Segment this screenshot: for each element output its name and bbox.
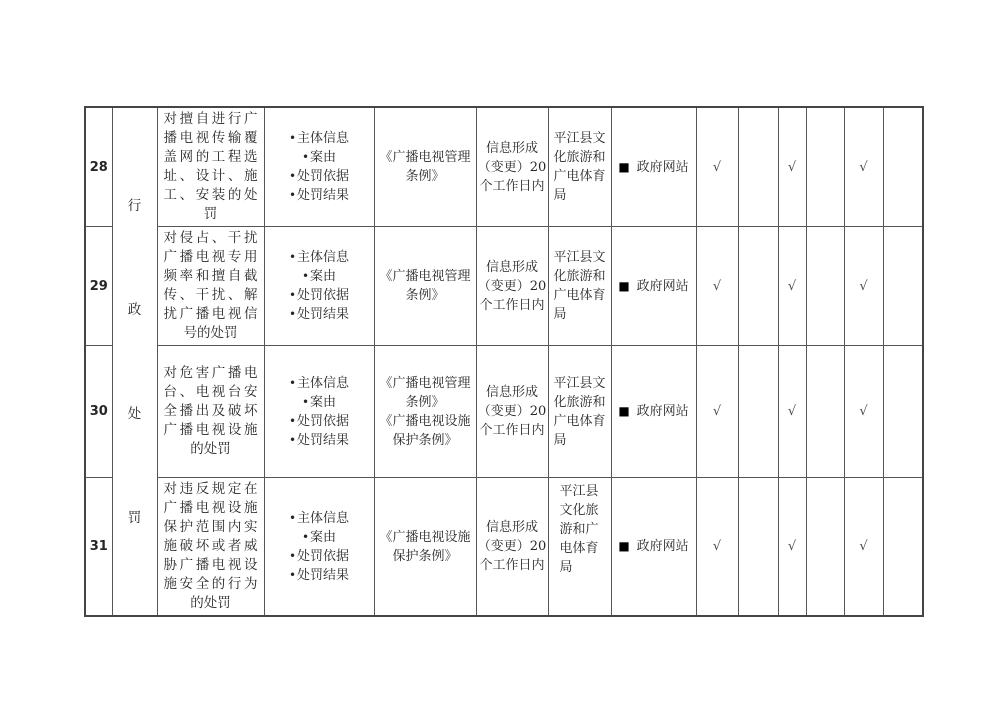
public-elements-cell [264,107,374,227]
check-cell [883,107,923,227]
bullet-icon: • [301,394,310,409]
public-elements-cell [264,478,374,617]
responsible-unit-text: 平江县文化旅游和广电体育局 [553,250,606,322]
element-item [269,528,370,547]
law-name: 《广播电视管理条例》 [379,150,471,184]
channel-cell [611,478,696,617]
row-number-cell: 31 [85,478,112,617]
table-body [85,107,923,616]
public-elements-cell [264,346,374,478]
element-item [269,431,370,450]
item-description-cell: 对擅自进行广播电视传输覆盖网的工程选址、设计、施工、安装的处罚 [157,107,264,227]
category-char: 行 [127,197,142,214]
check-cell [738,478,778,617]
bullet-icon: • [288,548,297,563]
category-char: 政 [127,301,142,318]
check-cell [738,107,778,227]
channel-label: 政府网站 [636,278,689,294]
element-item [269,305,370,324]
element-label: 处罚结果 [297,307,350,322]
law-name: 《广播电视设施保护条例》 [379,413,471,448]
legal-basis-cell [374,346,476,478]
check-cell: √ [844,346,883,478]
channel-cell [611,227,696,346]
check-cell: √ [778,227,806,346]
bullet-icon: • [288,307,297,321]
element-item [269,393,370,412]
penalty-disclosure-table [84,106,924,617]
bullet-icon: • [301,269,310,283]
element-item [269,286,370,305]
element-label: 主体信息 [297,131,350,146]
legal-basis-cell [374,227,476,346]
bullet-icon: • [301,529,310,544]
element-label: 处罚依据 [297,413,350,429]
filled-square-icon: ■ [618,404,630,418]
element-item [269,167,370,186]
responsible-unit-text: 平江县文化旅游和广电体育局 [559,484,599,575]
table [84,106,924,617]
legal-basis-cell [374,478,476,617]
element-label: 处罚结果 [297,188,350,203]
channel-cell [611,346,696,478]
filled-square-icon: ■ [618,278,630,293]
channel-label: 政府网站 [636,539,689,554]
item-description-cell: 对违反规定在广播电视设施保护范围内实施破坏或者威胁广播电视设施安全的行为的处罚 [157,478,264,617]
time-limit-cell: 信息形成（变更）20个工作日内 [476,346,548,478]
responsible-unit-cell [548,107,611,227]
responsible-unit-cell [548,346,611,478]
check-cell: √ [696,346,738,478]
element-item [269,566,370,585]
check-cell: √ [778,346,806,478]
channel-cell [611,107,696,227]
element-label: 主体信息 [297,250,350,265]
element-label: 处罚结果 [297,432,350,448]
responsible-unit-cell [548,478,611,617]
element-item [269,374,370,393]
table-row [85,107,923,227]
check-cell: √ [696,478,738,617]
table-row [85,227,923,346]
responsible-unit-text: 平江县文化旅游和广电体育局 [553,131,606,203]
table-row [85,478,923,617]
row-number-cell: 28 [85,107,112,227]
element-item [269,129,370,148]
bullet-icon: • [288,413,297,428]
time-limit-cell: 信息形成（变更）20个工作日内 [476,227,548,346]
element-item [269,267,370,286]
law-name: 《广播电视管理条例》 [379,375,471,410]
element-item [269,509,370,528]
category-cell [112,107,157,616]
check-cell [883,478,923,617]
element-item [269,412,370,431]
element-label: 处罚依据 [297,288,350,303]
responsible-unit-cell [548,227,611,346]
bullet-icon: • [288,567,297,582]
check-cell [883,346,923,478]
item-description-cell: 对危害广播电台、电视台安全播出及破坏广播电视设施的处罚 [157,346,264,478]
category-char: 罚 [127,509,142,526]
check-cell: √ [844,478,883,617]
check-cell [738,346,778,478]
item-description-cell: 对侵占、干扰广播电视专用频率和擅自截传、干扰、解扰广播电视信号的处罚 [157,227,264,346]
bullet-icon: • [288,375,297,390]
law-name: 《广播电视设施保护条例》 [379,529,471,564]
element-item [269,547,370,566]
bullet-icon: • [288,510,297,525]
legal-basis-cell [374,107,476,227]
element-label: 主体信息 [297,375,350,391]
element-label: 案由 [310,394,337,410]
bullet-icon: • [288,432,297,447]
channel-label: 政府网站 [636,404,689,419]
check-cell: √ [778,107,806,227]
bullet-icon: • [288,131,297,145]
element-label: 处罚结果 [297,567,350,583]
element-label: 主体信息 [297,510,350,526]
law-name: 《广播电视管理条例》 [379,269,471,303]
element-item [269,148,370,167]
bullet-icon: • [288,288,297,302]
check-cell [738,227,778,346]
filled-square-icon: ■ [618,159,630,174]
bullet-icon: • [301,150,310,164]
bullet-icon: • [288,250,297,264]
check-cell: √ [696,227,738,346]
public-elements-cell [264,227,374,346]
responsible-unit-text: 平江县文化旅游和广电体育局 [553,375,606,448]
check-cell [806,478,844,617]
category-char: 处 [127,405,142,422]
element-label: 案由 [310,269,337,284]
bullet-icon: • [288,169,297,183]
channel-label: 政府网站 [636,159,689,175]
check-cell: √ [844,107,883,227]
element-label: 处罚依据 [297,169,350,184]
check-cell [883,227,923,346]
check-cell [806,227,844,346]
row-number-cell: 30 [85,346,112,478]
element-item [269,186,370,205]
time-limit-cell: 信息形成（变更）20个工作日内 [476,478,548,617]
check-cell [806,346,844,478]
element-label: 案由 [310,529,337,545]
element-label: 案由 [310,150,337,165]
time-limit-cell: 信息形成（变更）20个工作日内 [476,107,548,227]
element-label: 处罚依据 [297,548,350,564]
filled-square-icon: ■ [618,539,630,553]
check-cell: √ [844,227,883,346]
bullet-icon: • [288,188,297,202]
check-cell: √ [778,478,806,617]
table-row [85,346,923,478]
check-cell: √ [696,107,738,227]
element-item [269,248,370,267]
check-cell [806,107,844,227]
row-number-cell: 29 [85,227,112,346]
